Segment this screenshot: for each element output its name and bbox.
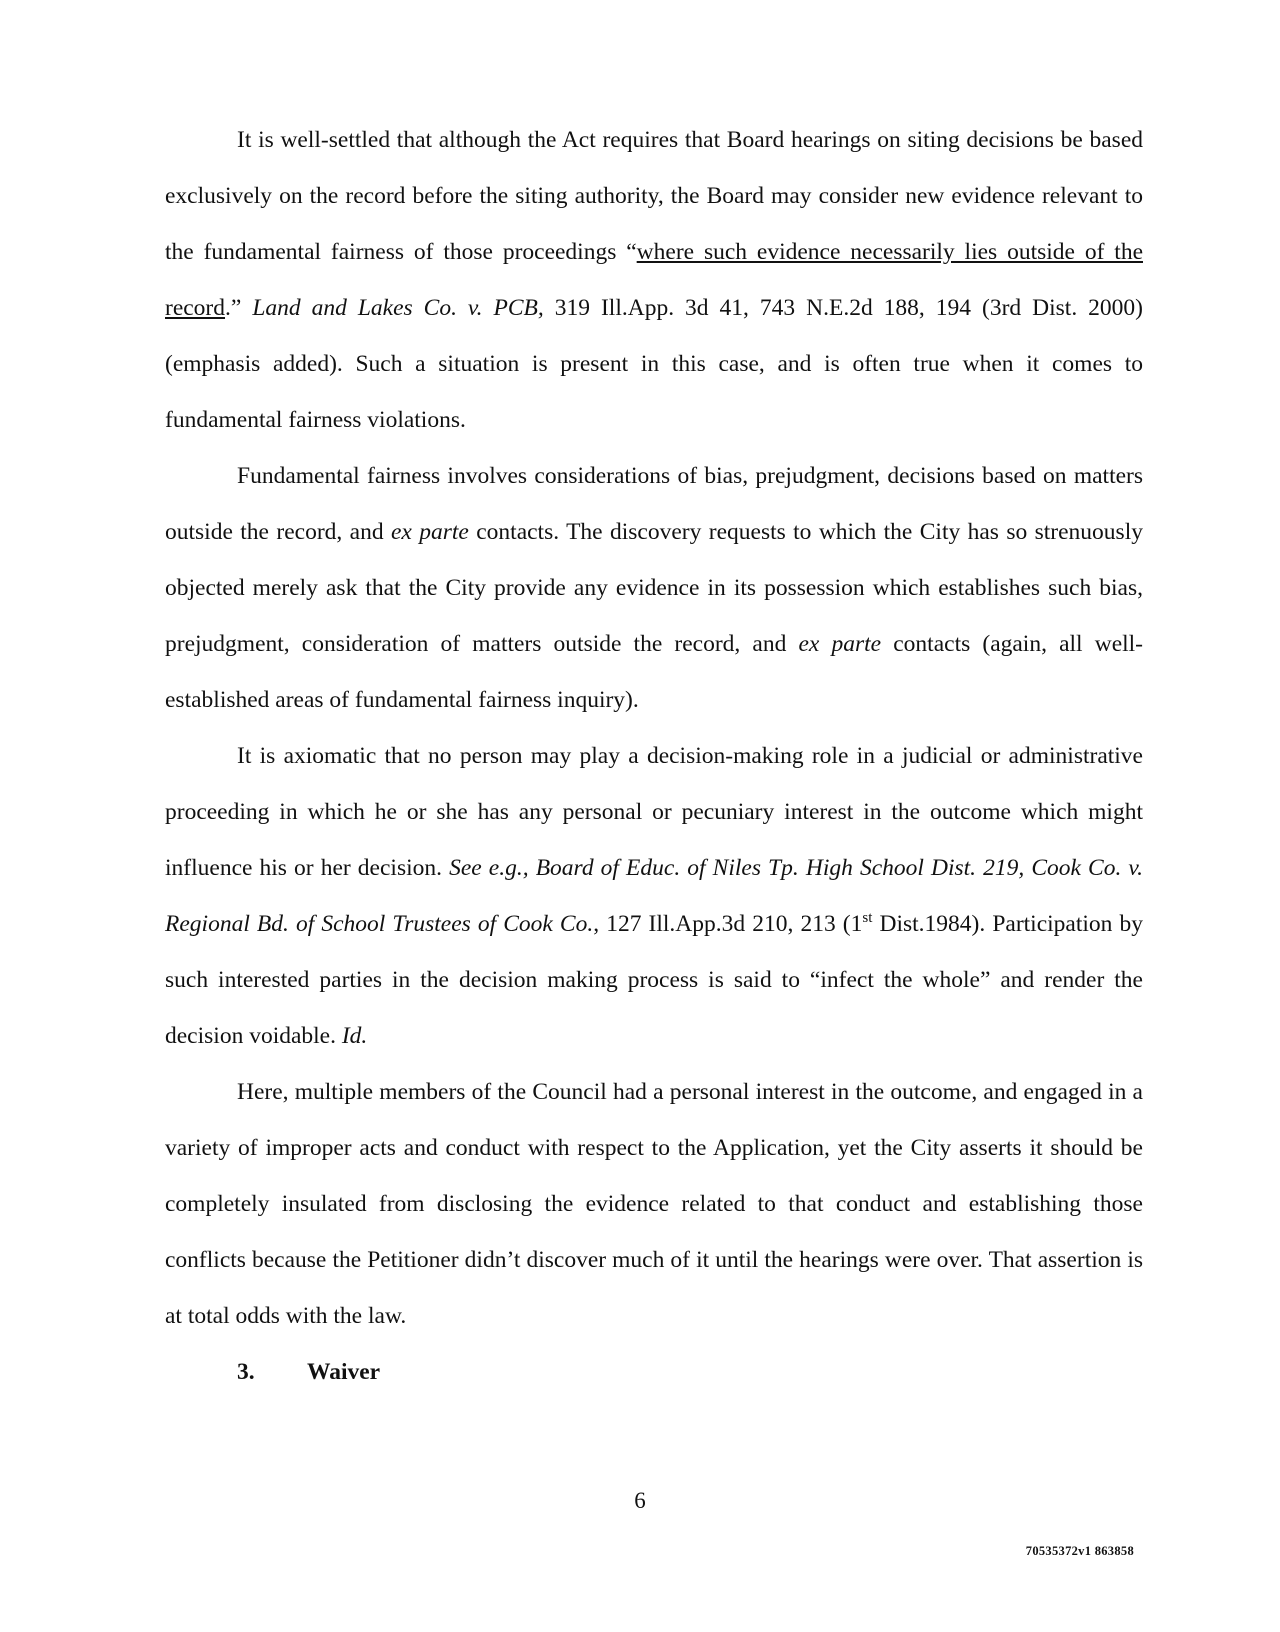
page-number: 6	[634, 1488, 646, 1513]
section-title: Waiver	[307, 1359, 381, 1385]
paragraph-4: Here, multiple members of the Council had a personal interest in the outcome, and engaged in a variety of improper acts and conduct with respect to the Application, yet the City asserts it should be completely insulated from disclosing the evidence related to that conduct and establishing those conflicts because the Petitioner didn’t discover much of it until the hearings were over. That assertion is at total odds with the law.	[165, 1079, 1143, 1329]
paragraph-2: Fundamental fairness involves considerations of bias, prejudgment, decisions based on matters outside the record, and ex parte contacts. The discovery requests to which the City has so strenuously objected merely ask that the City provide any evidence in its possession which establishes such bias, prejudgment, consideration of matters outside the record, and ex parte contacts (again, all well-established areas of fundamental fairness inquiry).	[165, 463, 1144, 713]
paragraph-1: It is well-settled that although the Act requires that Board hearings on siting decisions be based exclusively on the record before the siting authority, the Board may consider new evidence relevant to the fundamental fairness of those proceedings “where such evidence necessarily lies outside of the record.” Land and Lakes Co. v. PCB, 319 Ill.App. 3d 41, 743 N.E.2d 188, 194 (3rd Dist. 2000) (emphasis added). Such a situation is present in this case, and is often true when it comes to fundamental fairness violations.	[165, 127, 1144, 433]
case-citation: Land and Lakes Co. v. PCB,	[252, 295, 544, 321]
case-citation: See e.g., Board of Educ. of Niles Tp. High School Dist. 219, Cook Co. v. Regional Bd. of School Trustees of Cook Co.	[165, 855, 1143, 937]
document-body	[165, 112, 1143, 1400]
id-citation: Id.	[341, 1023, 368, 1049]
section-number: 3.	[237, 1359, 255, 1385]
document-id: 70535372v1 863858	[1025, 1544, 1134, 1558]
superscript: st	[862, 910, 873, 926]
paragraph-3: It is axiomatic that no person may play a decision-making role in a judicial or administrative proceeding in which he or she has any personal or pecuniary interest in the outcome which might influence his or her decision. See e.g., Board of Educ. of Niles Tp. High School Dist. 219, Cook Co. v. Regional Bd. of School Trustees of Cook Co., 127 Ill.App.3d 210, 213 (1st Dist.1984). Participation by such interested parties in the decision making process is said to “infect the whole” and render the decision voidable. Id.	[165, 743, 1143, 1049]
section-heading	[165, 1344, 1143, 1400]
underlined-quote: where such evidence necessarily lies outside of the record	[165, 239, 1143, 321]
